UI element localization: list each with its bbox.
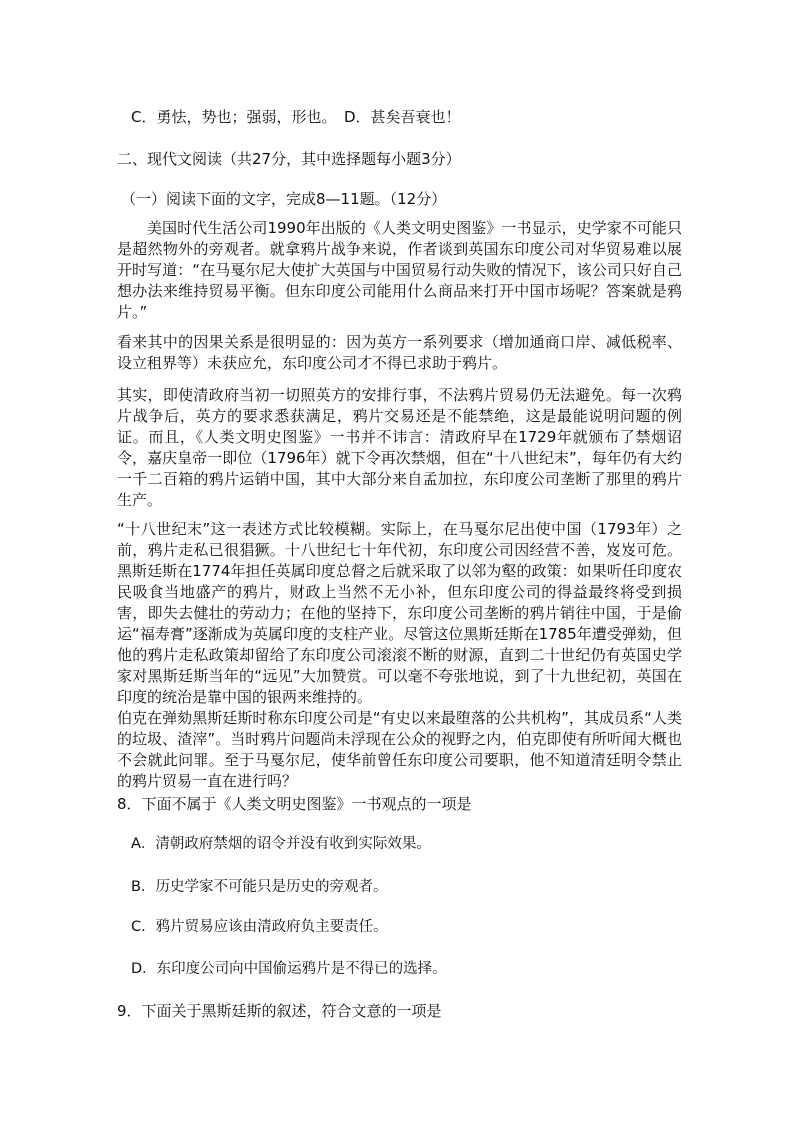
subsection-heading: （一）阅读下面的文字，完成8—11题。（12分） [121, 190, 447, 208]
question-8-option-d[interactable]: D．东印度公司向中国偷运鸦片是不得已的选择。 [131, 961, 447, 977]
passage-paragraph-2: 看来其中的因果关系是很明显的：因为英方一系列要求（增加通商口岸、减低税率、设立租界等）未获应允，东印度公司才不得已求助于鸦片。 [117, 333, 682, 372]
question-8-option-c[interactable]: C．鸦片贸易应该由清政府负主要责任。 [131, 919, 388, 935]
passage-paragraph-5: 伯克在弹劾黑斯廷斯时称东印度公司是“有史以来最堕落的公共机构”，其成员系“人类的垃圾、渣滓”。当时鸦片问题尚未浮现在公众的视野之内，伯克即使有所听闻大概也不会就此问罪。至于马戛尔尼，使华前曾任东印度公司要职，他不知道清廷明令禁止的鸦片贸易一直在进行吗？ [117, 709, 682, 790]
passage-paragraph-4: “十八世纪末”这一表述方式比较模糊。实际上，在马戛尔尼出使中国（1793年）之前，鸦片走私已很猖獗。十八世纪七十年代初，东印度公司因经营不善，岌岌可危。黑斯廷斯在1774年担任英属印度总督之后就采取了以邻为壑的政策：如果听任印度农民吸食当地盛产的鸦片，财政上当然不无小补，但东印度公司的得益最终将受到损害，即失去健壮的劳动力；在他的坚持下，东印度公司垄断的鸦片销往中国，于是偷运“福寿膏”逐渐成为英属印度的支柱产业。尽管这位黑斯廷斯在1785年遭受弹劾，但他的鸦片走私政策却留给了东印度公司滚滚不断的财源，直到二十世纪仍有英国史学家对黑斯廷斯当年的“远见”大加赞赏。可以毫不夸张地说，到了十九世纪初，英国在印度的统治是靠中国的银两来维持的。 [117, 520, 682, 706]
question-8-stem: 8．下面不属于《人类文明史图鉴》一书观点的一项是 [117, 795, 472, 813]
question-9-stem: 9．下面关于黑斯廷斯的叙述，符合文意的一项是 [117, 1002, 442, 1020]
passage-paragraph-3: 其实，即使清政府当初一切照英方的安排行事，不法鸦片贸易仍无法避免。每一次鸦片战争后，英方的要求悉获满足，鸦片交易还是不能禁绝，这是最能说明问题的例证。而且，《人类文明史图鉴》一书并不讳言：清政府早在1729年就颁布了禁烟诏令，嘉庆皇帝一即位（1796年）就下令再次禁烟，但在“十八世纪末”，每年仍有大约一千二百箱的鸦片运销中国，其中大部分来自孟加拉，东印度公司垄断了那里的鸦片生产。 [117, 386, 682, 509]
question-8-option-a[interactable]: A．清朝政府禁烟的诏令并没有收到实际效果。 [131, 836, 431, 852]
section-heading: 二、现代文阅读（共27分，其中选择题每小题3分） [117, 150, 461, 168]
question-8-option-b[interactable]: B．历史学家不可能只是历史的旁观者。 [131, 879, 388, 895]
previous-question-options: C．勇怯，势也；强弱，形也。 D．甚矣吾衰也！ [131, 108, 461, 126]
passage-paragraph-1: 美国时代生活公司1990年出版的《人类文明史图鉴》一书显示，史学家不可能只是超然物外的旁观者。就拿鸦片战争来说，作者谈到英国东印度公司对华贸易难以展开时写道：“在马戛尔尼大使扩大英国与中国贸易行动失败的情况下，该公司只好自己想办法来维持贸易平衡。但东印度公司能用什么商品来打开中国市场呢？答案就是鸦片。” [117, 219, 682, 321]
